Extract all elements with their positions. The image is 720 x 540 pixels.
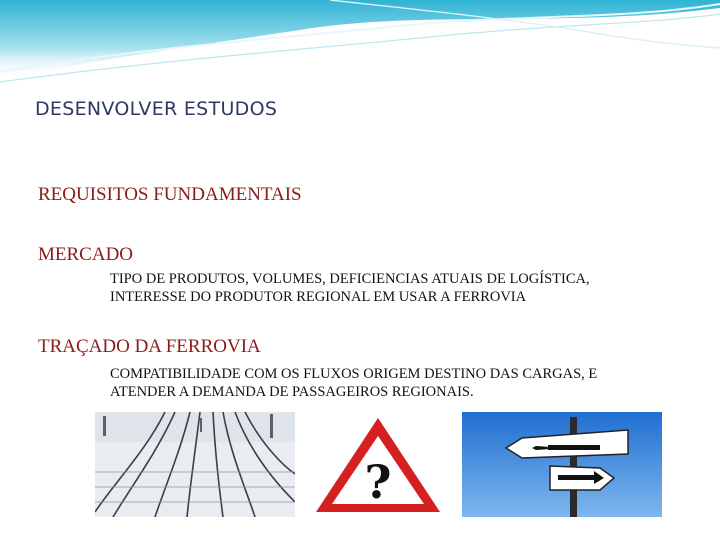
question-mark-symbol: ? [364,455,392,509]
tracado-detail [110,365,690,401]
signpost-image [462,412,662,517]
heading-requisitos: REQUISITOS FUNDAMENTAIS [38,184,302,205]
heading-tracado: TRAÇADO DA FERROVIA [38,336,261,357]
question-warning-sign-image [312,412,444,517]
tracado-detail-line: COMPATIBILIDADE COM OS FLUXOS ORIGEM DESTINO DAS CARGAS, E [110,366,598,382]
heading-mercado: MERCADO [38,244,134,265]
mercado-detail-line: TIPO DE PRODUTOS, VOLUMES, DEFICIENCIAS ATUAIS DE LOGÍSTICA, [110,271,590,287]
railway-tracks-image [95,412,295,517]
slide-title: DESENVOLVER ESTUDOS [35,98,278,120]
tracado-detail-line: ATENDER A DEMANDA DE PASSAGEIROS REGIONAIS. [110,384,474,400]
mercado-detail-line: INTERESSE DO PRODUTOR REGIONAL EM USAR A FERROVIA [110,289,527,305]
mercado-detail [110,270,690,306]
header-wave-decoration [0,0,720,95]
